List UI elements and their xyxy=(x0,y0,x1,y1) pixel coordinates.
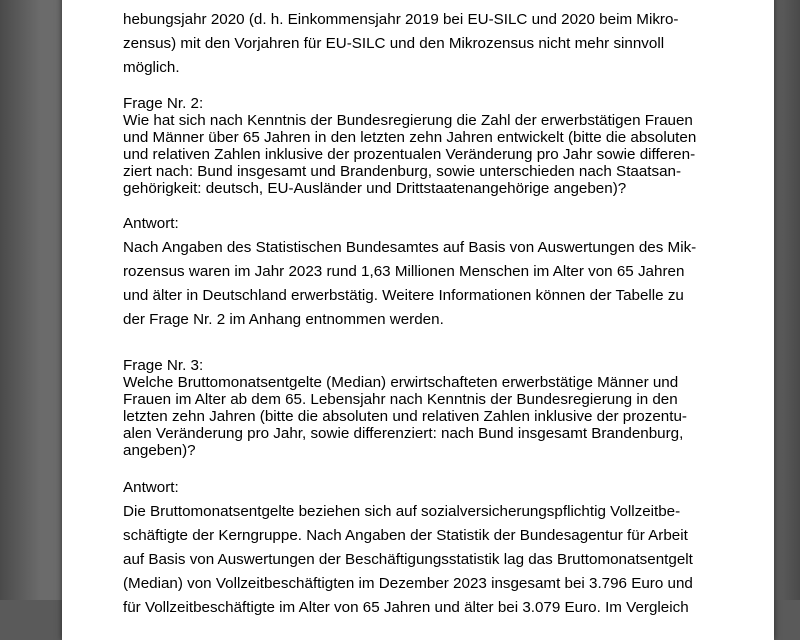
question-3-text xyxy=(123,374,687,459)
text-line: (Median) von Vollzeitbeschäftigten im Dezember 2023 insgesamt bei 3.796 Euro und xyxy=(123,575,693,592)
text-line: auf Basis von Auswertungen der Beschäftigungsstatistik lag das Bruttomonatsentgelt xyxy=(123,551,693,568)
text-line: Welche Bruttomonatsentgelte (Median) erwirtschafteten erwerbstätige Männer und xyxy=(123,374,679,391)
text-line: schäftigte der Kerngruppe. Nach Angaben der Statistik der Bundesagentur für Arbeit xyxy=(123,527,688,544)
answer-3-text xyxy=(123,500,693,620)
answer-2-text xyxy=(123,236,697,332)
text-line: für Vollzeitbeschäftigte im Alter von 65 Jahren und älter bei 3.079 Euro. Im Vergleich xyxy=(123,599,689,616)
text-line: Frauen im Alter ab dem 65. Lebensjahr nach Kenntnis der Bundesregierung in den xyxy=(123,391,678,408)
text-line: alen Veränderung pro Jahr, sowie differenziert: nach Bund insgesamt Brandenburg, xyxy=(123,425,684,442)
question-2-block xyxy=(123,95,697,197)
answer-3-label: Antwort: xyxy=(123,479,179,496)
question-2-label: Frage Nr. 2: xyxy=(123,95,204,112)
text-line: und Männer über 65 Jahren in den letzten zehn Jahren entwickelt (bitte die absoluten xyxy=(123,129,697,146)
question-2-text xyxy=(123,112,697,197)
text-line: zensus) mit den Vorjahren für EU-SILC und den Mikrozensus nicht mehr sinnvoll xyxy=(123,35,665,52)
text-line: der Frage Nr. 2 im Anhang entnommen werden. xyxy=(123,311,444,328)
text-line: und älter in Deutschland erwerbstätig. Weitere Informationen können der Tabelle zu xyxy=(123,287,684,304)
text-line: angeben)? xyxy=(123,442,196,459)
answer-2-label: Antwort: xyxy=(123,215,179,232)
text-line: letzten zehn Jahren (bitte die absoluten und relativen Zahlen inklusive der prozentu- xyxy=(123,408,687,425)
document-page xyxy=(62,0,774,640)
answer-2-block xyxy=(123,212,697,332)
text-line: ziert nach: Bund insgesamt und Brandenburg, sowie unterschieden nach Staatsan- xyxy=(123,163,682,180)
text-line: Nach Angaben des Statistischen Bundesamtes auf Basis von Auswertungen des Mik- xyxy=(123,239,697,256)
text-line: Wie hat sich nach Kenntnis der Bundesregierung die Zahl der erwerbstätigen Frauen xyxy=(123,112,693,129)
intro-paragraph xyxy=(123,8,679,80)
text-line: hebungsjahr 2020 (d. h. Einkommensjahr 2019 bei EU-SILC und 2020 beim Mikro- xyxy=(123,11,679,28)
text-line: möglich. xyxy=(123,59,180,76)
text-line: und relativen Zahlen inklusive der prozentualen Veränderung pro Jahr sowie differen- xyxy=(123,146,696,163)
question-3-label: Frage Nr. 3: xyxy=(123,357,204,374)
answer-3-block xyxy=(123,476,693,620)
text-line: Die Bruttomonatsentgelte beziehen sich auf sozialversicherungspflichtig Vollzeitbe- xyxy=(123,503,681,520)
question-3-block xyxy=(123,357,687,459)
text-line: gehörigkeit: deutsch, EU-Ausländer und Drittstaatenangehörige angeben)? xyxy=(123,180,627,197)
text-line: rozensus waren im Jahr 2023 rund 1,63 Millionen Menschen im Alter von 65 Jahren xyxy=(123,263,685,280)
